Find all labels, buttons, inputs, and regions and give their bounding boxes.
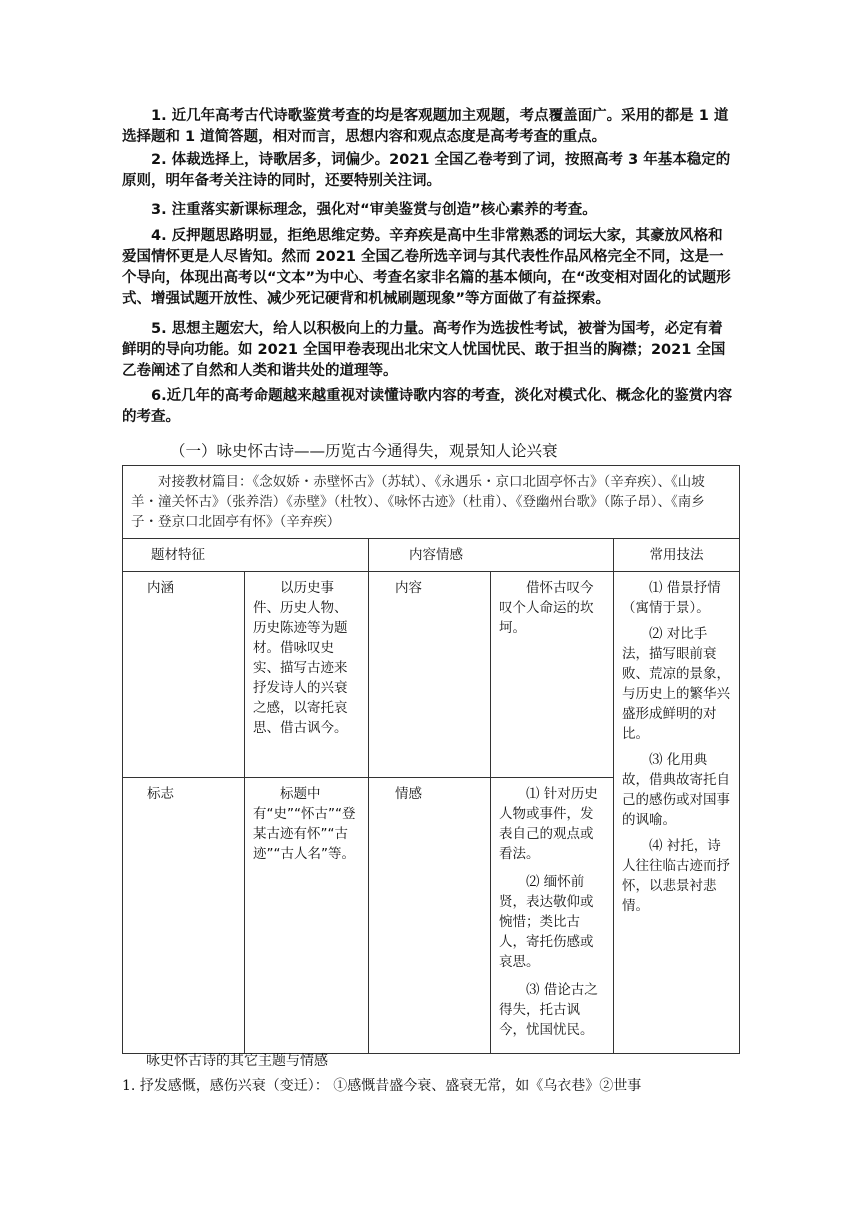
section-heading: （一）咏史怀古诗——历览古今通得失，观景知人论兴衰 [170, 442, 558, 460]
label-content: 内容 [369, 572, 491, 778]
technique-3: ⑶ 化用典故，借典故寄托自己的感伤或对国事的讽喻。 [622, 752, 730, 828]
other-themes-title: 咏史怀古诗的其它主题与情感 [146, 1053, 328, 1069]
header-subject-features: 题材特征 [123, 539, 369, 572]
exam-point-6: 6.近几年的高考命题越来越重视对读懂诗歌内容的考查，淡化对模式化、概念化的鉴赏内容的考查。 [122, 388, 733, 425]
other-themes-line-1: 1. 抒发感慨，感伤兴衰（变迁）： ①感慨昔盛今衰、盛衰无常，如《乌衣巷》②世事 [122, 1078, 642, 1094]
connotation-text: 以历史事件、历史人物、历史陈迹等为题材。借咏叹史实、描写古迹来抒发诗人的兴衰之感，以寄托哀思、借古讽今。 [245, 572, 369, 778]
header-techniques: 常用技法 [614, 539, 740, 572]
exam-point-1: 1. 近几年高考古代诗歌鉴赏考查的均是客观题加主观题，考点覆盖面广。采用的都是 1 道选择题和 1 道简答题，相对而言，思想内容和观点态度是高考考查的重点。 [122, 108, 729, 145]
marker-text: 标题中有“史”“怀古”“登某古迹有怀”“古迹”“古人名”等。 [245, 778, 369, 1054]
label-connotation: 内涵 [123, 572, 245, 778]
technique-1: ⑴ 借景抒情（寓情于景）。 [622, 580, 721, 616]
poetry-table [122, 465, 740, 1054]
technique-2: ⑵ 对比手法，描写眼前衰败、荒凉的景象，与历史上的繁华兴盛形成鲜明的对比。 [622, 626, 730, 742]
header-content-emotion: 内容情感 [369, 539, 614, 572]
techniques-cell [614, 572, 740, 1054]
exam-point-5: 5. 思想主题宏大，给人以积极向上的力量。高考作为选拔性考试，被誉为国考，必定有着鲜明的导向功能。如 2021 全国甲卷表现出北宋文人忧国忧民、敢于担当的胸襟；2021 全国乙卷阐述了自然和人类和谐共处的道理等。 [122, 321, 726, 379]
exam-point-2: 2. 体裁选择上，诗歌居多，词偏少。2021 全国乙卷考到了词，按照高考 3 年基本稳定的原则，明年备考关注诗的同时，还要特别关注词。 [122, 152, 731, 189]
textbook-source-cell: 对接教材篇目：《念奴娇・赤壁怀古》（苏轼）、《永遇乐・京口北固亭怀古》（辛弃疾）、《山坡羊・潼关怀古》（张养浩）《赤壁》（杜牧）、《咏怀古迹》（杜甫）、《登幽州台歌》（陈子昂）、《南乡子・登京口北固亭有怀》（辛弃疾） [123, 466, 740, 539]
exam-point-4: 4. 反押题思路明显，拒绝思维定势。辛弃疾是高中生非常熟悉的词坛大家，其豪放风格和爱国情怀更是人尽皆知。然而 2021 全国乙卷所选辛词与其代表性作品风格完全不同，这是一个导向，体现出高考以“文本”为中心、考查名家非名篇的基本倾向，在“改变相对固化的试题形式、增强试题开放性、减少死记硬背和机械刷题现象”等方面做了有益探索。 [122, 228, 731, 307]
emotion-1: ⑴ 针对历史人物或事件，发表自己的观点或看法。 [499, 786, 598, 862]
emotion-3: ⑶ 借论古之得失，托古讽今，忧国忧民。 [499, 982, 598, 1038]
emotion-2: ⑵ 缅怀前贤，表达敬仰或惋惜；类比古人，寄托伤感或哀思。 [499, 874, 594, 970]
exam-point-3: 3. 注重落实新课标理念，强化对“审美鉴赏与创造”核心素养的考查。 [151, 202, 597, 218]
emotion-cell [491, 778, 614, 1054]
label-emotion: 情感 [369, 778, 491, 1054]
content-text: 借怀古叹今叹个人命运的坎坷。 [491, 572, 614, 778]
label-marker: 标志 [123, 778, 245, 1054]
technique-4: ⑷ 衬托，诗人往往临古迹而抒怀，以悲景衬悲情。 [622, 838, 730, 914]
